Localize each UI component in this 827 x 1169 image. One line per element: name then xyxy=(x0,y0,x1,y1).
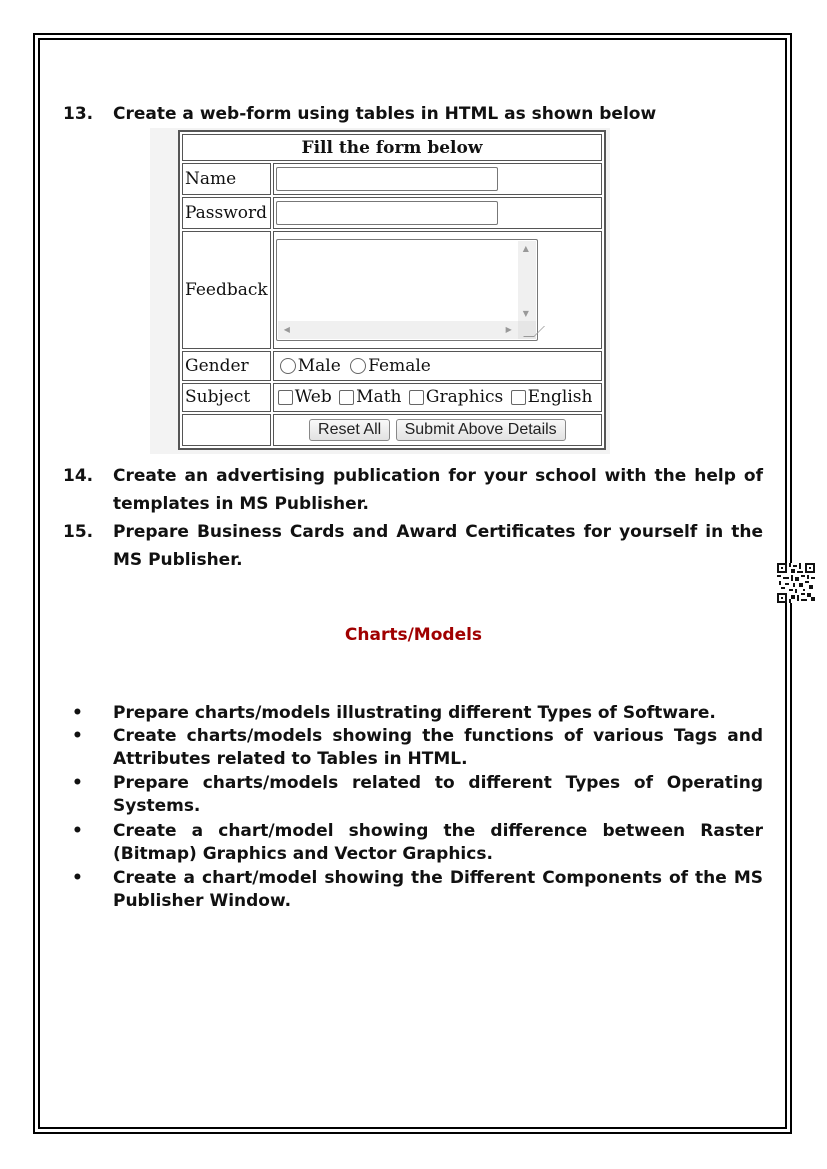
resize-grip-icon[interactable] xyxy=(518,321,536,339)
graphics-checkbox[interactable] xyxy=(409,390,424,405)
buttons-cell xyxy=(273,414,602,446)
item-number: 15. xyxy=(63,522,94,542)
female-radio[interactable] xyxy=(350,358,366,374)
item-text: Create a web-form using tables in HTML as shown below xyxy=(113,104,657,124)
web-label: Web xyxy=(294,387,332,408)
male-radio[interactable] xyxy=(280,358,296,374)
bullet-text: Create a chart/model showing the Different Components of the MS Publisher Window. xyxy=(113,868,763,911)
submit-button[interactable]: Submit Above Details xyxy=(396,419,566,441)
name-field[interactable] xyxy=(276,167,498,191)
qr-code-icon xyxy=(777,563,815,603)
bullet-item xyxy=(63,867,763,913)
male-label: Male xyxy=(297,355,341,376)
english-checkbox[interactable] xyxy=(511,390,526,405)
bullet-icon: • xyxy=(72,703,83,723)
reset-button[interactable]: Reset All xyxy=(309,419,390,441)
item-number: 14. xyxy=(63,466,94,486)
horizontal-scrollbar[interactable] xyxy=(278,321,518,339)
bullet-item xyxy=(63,820,763,866)
item-text: Prepare Business Cards and Award Certificates for yourself in the MS Publisher. xyxy=(113,522,763,570)
math-checkbox[interactable] xyxy=(339,390,354,405)
feedback-label: Feedback xyxy=(182,231,271,349)
name-label: Name xyxy=(182,163,271,195)
scroll-up-icon[interactable]: ▲ xyxy=(522,243,529,253)
bullet-item xyxy=(63,772,763,818)
list-item-15 xyxy=(63,518,763,574)
list-item-14 xyxy=(63,462,763,518)
subject-label: Subject xyxy=(182,383,271,413)
bullet-item xyxy=(63,725,763,771)
graphics-label: Graphics xyxy=(425,387,504,408)
math-label: Math xyxy=(356,387,402,408)
scroll-right-icon[interactable]: ▶ xyxy=(505,324,512,334)
bullet-text: Prepare charts/models related to different Types of Operating Systems. xyxy=(113,773,763,816)
list-item-13 xyxy=(63,100,763,128)
vertical-scrollbar[interactable] xyxy=(518,241,536,321)
subject-cell xyxy=(273,383,602,413)
bullet-item xyxy=(63,702,763,725)
feedback-cell xyxy=(273,231,602,349)
password-field[interactable] xyxy=(276,201,498,225)
webform-example-image xyxy=(150,128,610,454)
empty-cell xyxy=(182,414,271,446)
bullet-icon: • xyxy=(72,726,83,746)
english-label: English xyxy=(527,387,593,408)
name-cell xyxy=(273,163,602,195)
password-label: Password xyxy=(182,197,271,229)
webform-table xyxy=(178,130,606,450)
gender-label: Gender xyxy=(182,351,271,381)
bullet-icon: • xyxy=(72,868,83,888)
bullet-text: Create charts/models showing the functions of various Tags and Attributes related to Tables in HTML. xyxy=(113,726,763,769)
scroll-left-icon[interactable]: ◀ xyxy=(283,324,290,334)
female-label: Female xyxy=(368,355,431,376)
item-number: 13. xyxy=(63,104,94,124)
section-heading: Charts/Models xyxy=(344,625,483,645)
web-checkbox[interactable] xyxy=(278,390,293,405)
item-text: Create an advertising publication for your school with the help of templates in MS Publisher. xyxy=(113,466,763,514)
bullet-icon: • xyxy=(72,821,83,841)
form-title: Fill the form below xyxy=(182,134,602,161)
bullet-text: Prepare charts/models illustrating different Types of Software. xyxy=(113,703,716,723)
password-cell xyxy=(273,197,602,229)
bullet-icon: • xyxy=(72,773,83,793)
gender-cell xyxy=(273,351,602,381)
feedback-textarea[interactable] xyxy=(276,239,538,341)
scroll-down-icon[interactable]: ▼ xyxy=(522,308,529,318)
bullet-text: Create a chart/model showing the difference between Raster (Bitmap) Graphics and Vector Graphics. xyxy=(113,821,763,864)
